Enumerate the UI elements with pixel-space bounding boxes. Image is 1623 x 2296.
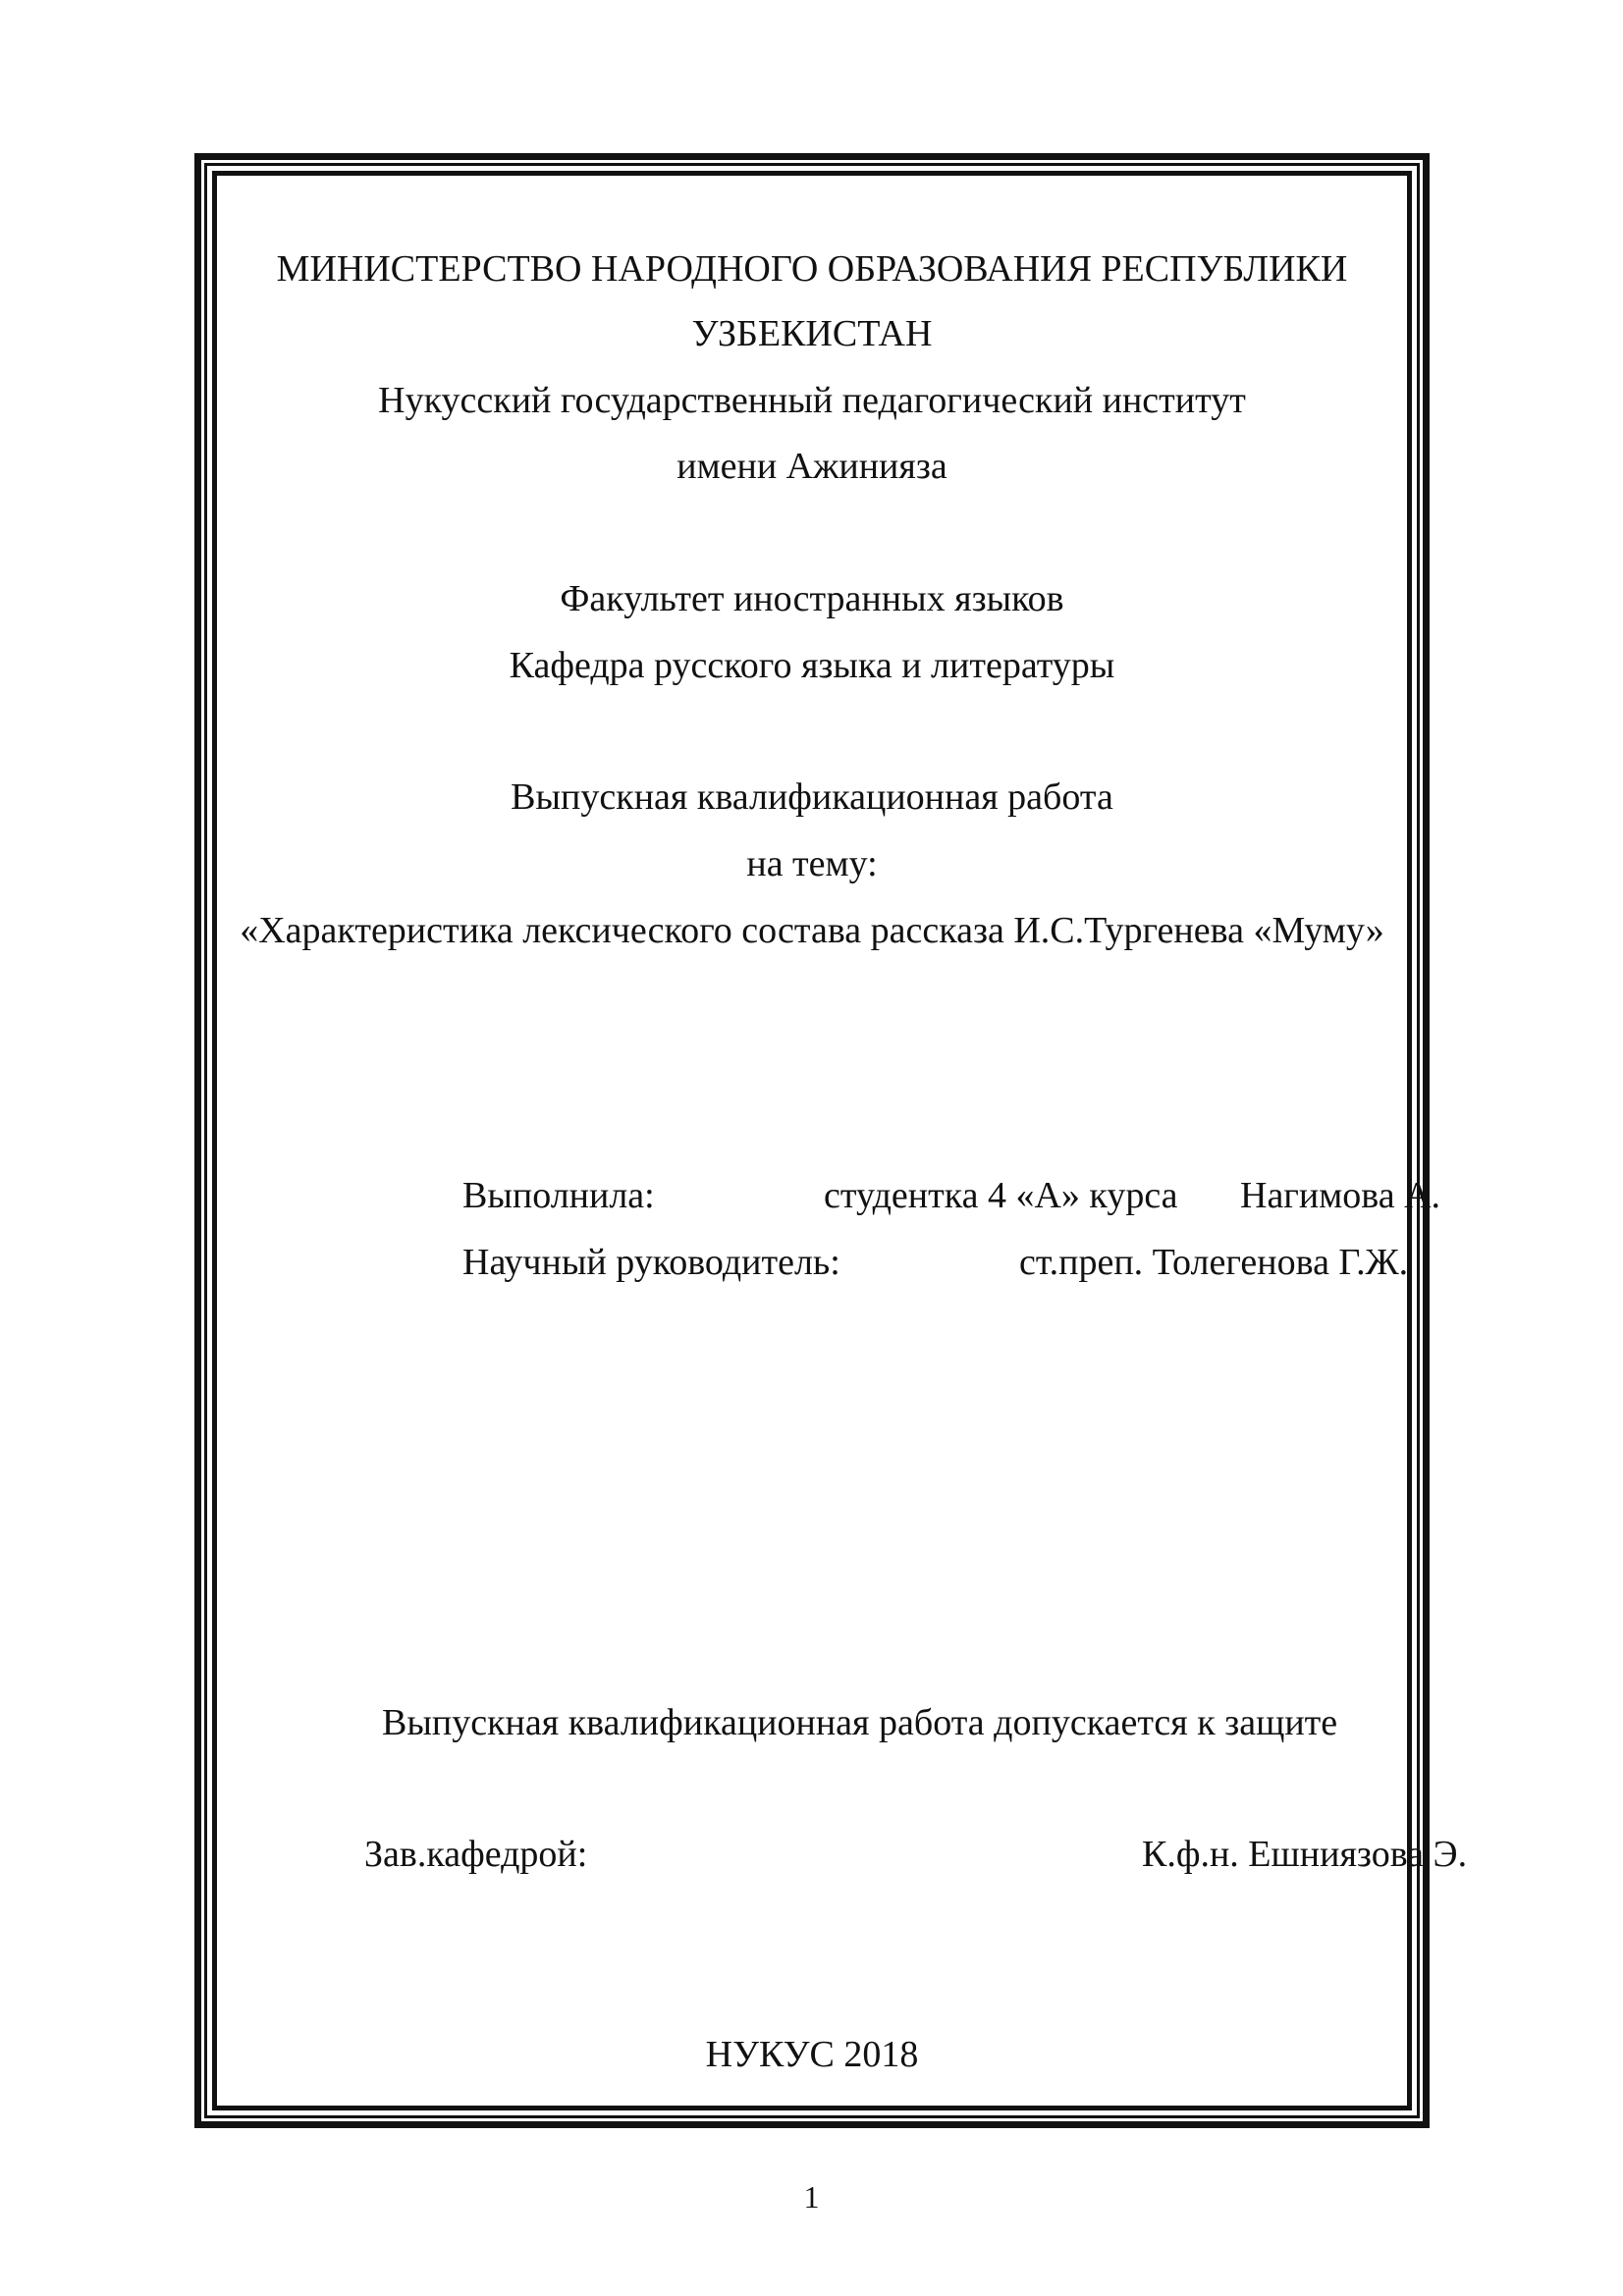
faculty-name: Факультет иностранных языков: [560, 578, 1064, 619]
supervisor-label: Научный руководитель:: [462, 1242, 840, 1283]
work-type: Выпускная квалификационная работа: [511, 776, 1113, 818]
performer-role: студентка 4 «А» курса: [824, 1175, 1178, 1216]
admission-statement: Выпускная квалификационная работа допускается к защите: [382, 1702, 1338, 1743]
performer-name: Нагимова А.: [1240, 1175, 1441, 1216]
performer-label: Выполнила:: [462, 1175, 655, 1216]
institute-name-line1: Нукусский государственный педагогический институт: [378, 380, 1246, 421]
page-number: 1: [803, 2179, 820, 2215]
supervisor-name: ст.преп. Толегенова Г.Ж.: [1019, 1242, 1409, 1283]
head-of-department-label: Зав.кафедрой:: [364, 1834, 588, 1875]
work-topic: «Характеристика лексического состава рассказа И.С.Тургенева «Муму»: [240, 910, 1384, 951]
topic-intro: на тему:: [746, 843, 878, 884]
institute-name-line2: имени Ажинияза: [676, 446, 947, 487]
ministry-title-line2: УЗБЕКИСТАН: [691, 313, 933, 354]
department-name: Кафедра русского языка и литературы: [509, 645, 1115, 686]
head-of-department-name: К.ф.н. Ешниязова Э.: [1142, 1834, 1468, 1875]
city-year: НУКУС 2018: [705, 2034, 919, 2075]
ministry-title-line1: МИНИСТЕРСТВО НАРОДНОГО ОБРАЗОВАНИЯ РЕСПУБЛИКИ: [276, 248, 1348, 290]
